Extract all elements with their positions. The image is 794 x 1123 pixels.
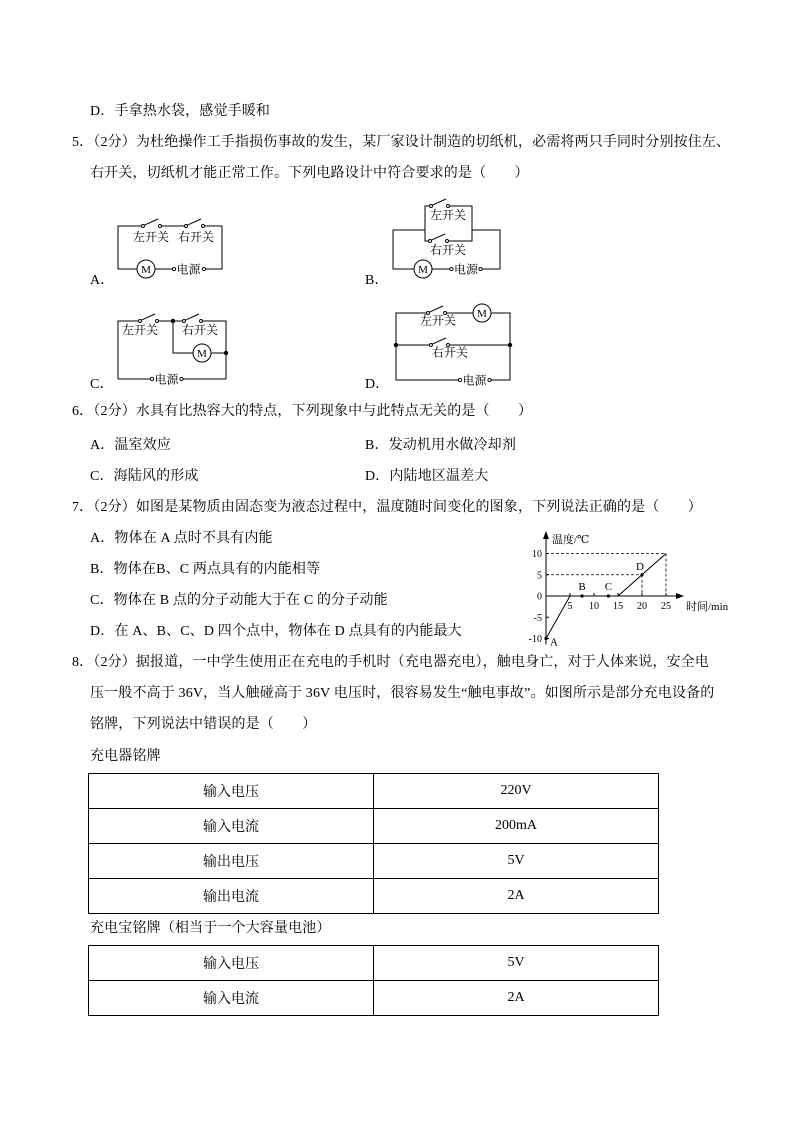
y-tick-label: 5 (537, 570, 542, 582)
table-row (89, 809, 659, 844)
point-label-a: A (550, 636, 558, 649)
circuit-d (388, 296, 518, 390)
right-switch-symbol (185, 219, 205, 228)
power-terminal (488, 378, 491, 381)
x-tick-label: 20 (637, 601, 647, 612)
q5-stem-line-1: 5．（2分）为杜绝操作工手指损伤事故的发生，某厂家设计制造的切纸机，必需将两只手同时分别按住左、 (72, 135, 731, 150)
q8-stem-line-2: 压一般不高于 36V，当人触碰高于 36V 电压时，很容易发生“触电事故”。如图所示是部分充电设备的 (90, 686, 715, 701)
table-cell-parameter: 输入电流 (89, 981, 374, 1016)
q6-option-a: A．温室效应 (90, 438, 172, 453)
x-tick-label: 5 (567, 601, 573, 612)
table-row (89, 981, 659, 1016)
point-label-b: B (578, 581, 586, 593)
q5-stem-line-2: 右开关，切纸机才能正常工作。下列电路设计中符合要求的是（ ） (90, 166, 529, 181)
q5-option-c-label: C． (90, 377, 114, 392)
q7-option-a: A．物体在 A 点时不具有内能 (90, 531, 273, 546)
table-cell-parameter: 输出电流 (89, 879, 374, 914)
q6-option-d: D．内陆地区温差大 (365, 469, 489, 484)
power-terminal (150, 377, 153, 380)
charger-nameplate-table (88, 773, 659, 914)
power-label: 电源 (462, 373, 487, 388)
x-axis-arrow (676, 593, 684, 599)
motor-label: M (141, 264, 151, 276)
point-c (607, 594, 610, 597)
point-label-d: D (636, 560, 644, 573)
right-switch-label: 右开关 (182, 323, 219, 337)
point-a (544, 637, 547, 640)
table-cell-parameter: 输入电压 (89, 946, 374, 981)
q6-option-b: B．发动机用水做冷却剂 (365, 438, 516, 453)
q4-option-d: D．手拿热水袋，感觉手暖和 (90, 104, 271, 119)
x-tick-label: 15 (613, 601, 623, 612)
table-cell-value: 5V (374, 946, 659, 981)
right-switch-symbol (429, 234, 449, 243)
circuit-a (110, 210, 232, 280)
y-tick-label: 10 (532, 549, 542, 560)
q7-option-d: D．在 A、B、C、D 四个点中，物体在 D 点具有的内能最大 (90, 624, 462, 639)
right-switch-symbol (183, 314, 203, 323)
junction-dot (394, 343, 398, 347)
left-switch-symbol (430, 199, 450, 208)
q7-option-c: C．物体在 B 点的分子动能大于在 C 的分子动能 (90, 593, 388, 608)
y-axis-title: 温度/℃ (552, 534, 590, 546)
table-row (89, 879, 659, 914)
table-cell-value: 2A (374, 879, 659, 914)
point-d (640, 573, 643, 576)
junction-dot (171, 319, 175, 323)
power-label: 电源 (154, 372, 179, 387)
left-switch-label: 左开关 (430, 208, 467, 222)
charger-nameplate-title: 充电器铭牌 (90, 749, 161, 764)
point-b (580, 594, 583, 597)
x-axis-title: 时间/min (686, 601, 729, 613)
x-tick-label: 25 (661, 601, 671, 612)
table-cell-value: 220V (374, 774, 659, 809)
power-bank-nameplate-table (88, 945, 659, 1016)
q7-stem: 7．（2分）如图是某物质由固态变为液态过程中，温度随时间变化的图象，下列说法正确的是（ ） (72, 500, 702, 515)
y-axis-arrow (543, 531, 549, 539)
motor-label: M (477, 308, 487, 320)
left-switch-label: 左开关 (122, 323, 159, 337)
left-switch-symbol (139, 314, 159, 323)
q5-option-a-label: A． (90, 273, 115, 288)
power-terminal (180, 377, 183, 380)
right-switch-label: 右开关 (178, 230, 215, 244)
q6-option-c: C．海陆风的形成 (90, 469, 199, 484)
y-tick-label: 0 (537, 591, 542, 603)
table-cell-parameter: 输入电压 (89, 774, 374, 809)
circuit-c (110, 300, 235, 390)
q7-option-b: B．物体在B、C 两点具有的内能相等 (90, 562, 321, 577)
y-tick-label: -10 (528, 634, 542, 645)
table-row (89, 946, 659, 981)
junction-dot (224, 351, 228, 355)
q6-stem: 6．（2分）水具有比热容大的特点，下列现象中与此特点无关的是（ ） (72, 404, 533, 419)
left-switch-label: 左开关 (420, 313, 457, 328)
power-terminal (172, 267, 175, 270)
power-bank-nameplate-title: 充电宝铭牌（相当于一个大容量电池） (90, 921, 331, 936)
table-row (89, 844, 659, 879)
motor-label: M (418, 264, 428, 276)
x-tick-label: 10 (589, 601, 599, 612)
table-cell-value: 2A (374, 981, 659, 1016)
power-terminal (479, 267, 482, 270)
junction-dot (508, 343, 512, 347)
q8-stem-line-1: 8．（2分）据报道，一中学生使用正在充电的手机时（充电器充电），触电身亡，对于人体来说，安全电 (72, 655, 710, 670)
table-cell-value: 5V (374, 844, 659, 879)
power-label: 电源 (176, 262, 201, 277)
table-cell-parameter: 输出电压 (89, 844, 374, 879)
power-terminal (202, 267, 205, 270)
power-terminal (450, 267, 453, 270)
q5-option-d-label: D． (365, 377, 390, 392)
right-switch-label: 右开关 (430, 243, 467, 257)
motor-label: M (197, 348, 207, 360)
power-terminal (458, 378, 461, 381)
q5-option-b-label: B． (365, 273, 389, 288)
table-cell-parameter: 输入电流 (89, 809, 374, 844)
q8-stem-line-3: 铭牌，下列说法中错误的是（ ） (90, 717, 317, 732)
left-switch-symbol (142, 219, 162, 228)
temperature-time-graph (515, 525, 735, 650)
circuit-b (385, 190, 510, 280)
y-tick-label: -5 (533, 612, 542, 624)
left-switch-label: 左开关 (133, 230, 170, 244)
table-cell-value: 200mA (374, 809, 659, 844)
point-label-c: C (604, 581, 613, 593)
power-label: 电源 (454, 262, 479, 277)
right-switch-label: 右开关 (432, 345, 469, 360)
table-row (89, 774, 659, 809)
